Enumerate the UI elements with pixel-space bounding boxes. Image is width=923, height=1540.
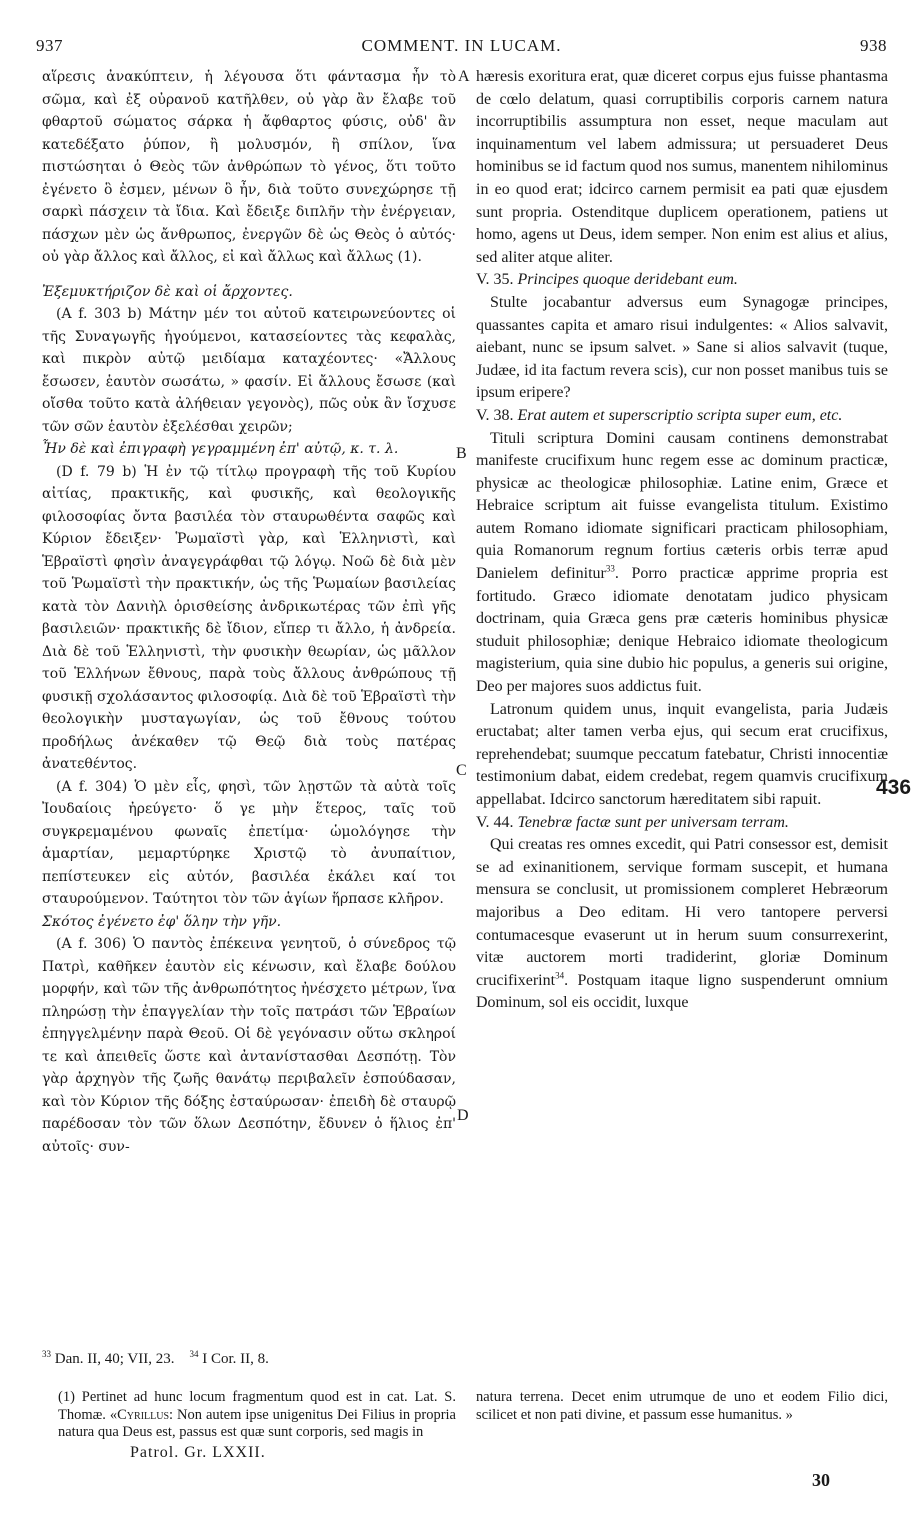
paragraph-text: . Postquam itaque ligno suspenderunt omnium Dominum, sol eis occidit, luxque xyxy=(476,971,888,1012)
footnote-ref: 34 xyxy=(555,970,565,981)
latin-paragraph-5 xyxy=(476,834,888,1015)
verse-label: V. 35. xyxy=(476,271,514,289)
paragraph-text: . Porro practicæ apprime propria est fortitudo. Græco idiomate denotatam judico physicam doctrinam, quia Græca gens præ cæteris hominibus physicæ studuit philosophiæ; denique Hebraico idiomate theologicum magisterium, quia sine dubio hic populus, a generis sui origine, Deo per majores suos addictus fuit. xyxy=(476,565,888,696)
editor-note-right: natura terrena. Decet enim utrumque de uno et eodem Filio dici, scilicet et non pati divine, et passum esse humanitus. » xyxy=(476,1389,888,1423)
greek-lemma-princes: Ἐξεμυκτήριζον δὲ καὶ οἱ ἄρχοντες. xyxy=(42,283,293,300)
sheet-number: 30 xyxy=(812,1470,830,1490)
latin-paragraph-2: Stulte jocabantur adversus eum Synagogæ principes, quassantes capita et amaro risui indulgentes: « Alios salvavit, aiebant, nunc se ipsum salvet. » Sane si alios salvavit (tuque, Judæe, id ita factum revera scis), cur non posset manibus tuis se ipsum eripere? xyxy=(476,293,888,402)
note-text: (1) Pertinet ad hunc locum fragmentum quod est in cat. Lat. S. Thomæ. « xyxy=(58,1389,456,1423)
editor-note-left xyxy=(58,1389,456,1442)
paragraph-text: Qui creatas res omnes excedit, qui Patri consessor est, demisit se ad exinanitionem, servique formam suscepit, et humana mensura se conclusit, ut promissionem compleret Hebræorum majoribus a Deo editam. Hi vero tantopere perversi contumacesque evaserunt ut in herum suum consurrexerint, vitæ auctorem morti tradiderint, gloriæ Dominum crucifixerint xyxy=(476,836,888,989)
note-author: Cyrillus xyxy=(117,1406,170,1423)
latin-paragraph-1: hæresis exoritura erat, quæ diceret corpus ejus fuisse phantasma de cœlo delatum, quasi corruptibilis corporis carnem natura incorruptibilis assumptura non esset, neque maculam aut inquinamentum vel labem admissura; ut persuaderet Deus hominibus se id factum quod nos sumus, manentem nihilominus in eo quod erat; idcirco carnem permisit ea pati quæ ejusdem sunt propria. Ostenditque duplicem operationem, patiens ut homo, agens ut Deus, idem semper. Non enim est alius et alius, sed aliter atque aliter. xyxy=(476,68,888,266)
greek-paragraph-5: (A f. 306) Ὁ παντὸς ἐπέκεινα γενητοῦ, ὁ σύνεδρος τῷ Πατρὶ, καθῆκεν ἑαυτὸν εἰς κένωσιν, καὶ ἔλαβε δούλου μορφήν, καὶ τῶν τῆς ἀνθρωπότητος ἠνέσχετο μέτρων, ἵνα πληρώσῃ τὴν ἐπαγγελίαν τὴν τοῖς πατράσι τῶν Ἑβραίων ἐπηγγελμένην παρὰ Θεοῦ. Οἱ δὲ γεγόνασιν οὕτω σκληροί τε καὶ ἀπειθεῖς ὥστε καὶ ἀντανίστασθαι Δεσπότῃ. Τὸν γὰρ ἀρχηγὸν τῆς ζωῆς θανάτῳ περιβαλεῖν ἐσπούδασαν, καὶ τὸν Κύριον τῆς δόξης ἐσταύρωσαν· ἐπειδὴ δὲ σταυρῷ παρέδοσαν τὸν τῶν ὅλων Δεσπότην, ἔδυνεν ὁ ἥλιος ἐπ' αὐτοῖς· συν- xyxy=(42,936,456,1155)
section-marker-a: A xyxy=(458,68,470,85)
section-marker-c: C xyxy=(456,762,467,779)
footnote-ref: 33 xyxy=(605,563,615,574)
latin-verse-44 xyxy=(476,812,888,835)
latin-verse-38 xyxy=(476,405,888,428)
footnote-number: 34 xyxy=(189,1349,199,1359)
page-number-left: 937 xyxy=(36,36,63,55)
paragraph-text: Tituli scriptura Domini causam continens demonstrabat manifeste crucifixum hunc regem esse ac dominum practicæ, physicæ ac theologicæ philosophiæ. Latine enim, Græce et Hebraice scriptum ait fuisse evangelista titulum. Existimo autem Romano idiomate significari practicam philosophiam, quia Romanorum regnum fortius cæteris orbis terræ apud Danielem definitur xyxy=(476,429,888,583)
series-signature: Patrol. Gr. LXXII. xyxy=(130,1444,266,1461)
greek-paragraph-2: (A f. 303 b) Μάτην μέν τοι αὐτοῦ κατειρωνεύοντες οἱ τῆς Συναγωγῆς ἡγούμενοι, κατασείοντες τὰς κεφαλὰς, καὶ πικρὸν αὐτῷ μειδίαμα καταχέοντες· «Ἄλλους ἔσωσεν, ἑαυτὸν σωσάτω, » φασίν. Εἰ ἄλλους ἔσωσε (καὶ οἴσθα τοῦτο κατὰ ἀλήθειαν γεγονὸς), πῶς οὐκ ἂν ἴσχυσε τῶν σῶν ἑαυτὸν ἐξελέσθαι χειρῶν; xyxy=(42,306,456,435)
greek-column xyxy=(42,66,456,1158)
latin-paragraph-4: Latronum quidem unus, inquit evangelista, paria Judæis eructabat; alter tamen verba ejus, qui secum erat crucifixus, reprehendebat; suumque peccatum fatebatur, Christi innocentiæ testimonium dabat, eidem credebat, regem quamvis crucifixum appellabat. Idcirco sanctorum hæreditatem sibi rapuit. xyxy=(476,700,888,808)
greek-paragraph-4: (A f. 304) Ὁ μὲν εἷς, φησὶ, τῶν λῃστῶν τὰ αὐτὰ τοῖς Ἰουδαίοις ἠρεύγετο· ὅ γε μὴν ἕτερος, ταῖς τοῦ συγκρεμαμένου φωναῖς ἐπετίμα· ὡμολόγησε τὴν ἁμαρτίαν, μεμαρτύρηκε Χριστῷ τὸ ἀνυπαίτιον, πεπίστευκεν εἰς αὐτόν, βασιλέα ἐκάλει καί τοι σταυρούμενον. Ταύτητοι τὸν τῶν ἁγίων ἥρπασε κλῆρον. xyxy=(42,778,456,907)
scripture-references xyxy=(42,1351,456,1368)
latin-paragraph-3 xyxy=(476,428,888,699)
section-marker-d: D xyxy=(457,1107,469,1124)
reference-text: I Cor. II, 8. xyxy=(202,1351,269,1367)
verse-text: Principes quoque deridebant eum. xyxy=(517,271,738,289)
page-number-right: 938 xyxy=(860,36,887,55)
verse-label: V. 38. xyxy=(476,406,514,424)
greek-lemma-darkness: Σκότος ἐγένετο ἐφ' ὅλην τὴν γῆν. xyxy=(42,913,282,930)
greek-paragraph-1: αἵρεσις ἀνακύπτειν, ἡ λέγουσα ὅτι φάντασμα ἦν τὸ σῶμα, καὶ ἐξ οὐρανοῦ κατῆλθεν, οὐ γὰρ ἂν ἔλαβε τοῦ φθαρτοῦ σώματος σάρκα ἡ ἄφθαρτος φύσις, οὐδ' ἂν κατεδέξατο ῥύπον, ἢ μολυσμόν, ἢ σπίλον, ἵνα πιστώσηται ὁ Θεὸς τῶν ἀνθρώπων τὸ γένος, ὅτι τοῦτο ἐγένετο ὃ ἐσμεν, μένων ὃ ἦν, διὰ τοῦτο συνεχώρησε τῇ σαρκὶ πάσχειν τὰ ἴδια. Καὶ ἔδειξε διπλῆν τὴν ἐνέργειαν, πάσχων μὲν ὡς ἄνθρωπος, ἐνεργῶν δὲ ὡς Θεὸς ὁ αὐτός· οὐ γὰρ ἄλλος καὶ ἄλλος, εἰ καὶ ἄλλως καὶ ἄλλως (1). xyxy=(42,69,456,265)
section-marker-b: B xyxy=(456,445,467,462)
running-head xyxy=(36,36,887,58)
greek-paragraph-3: (D f. 79 b) Ἡ ἐν τῷ τίτλῳ προγραφὴ τῆς τοῦ Κυρίου αἰτίας, πρακτικῆς, καὶ φυσικῆς, καὶ θεολογικῆς φιλοσοφίας ὄντα βασιλέα τὸν σταυρωθέντα σαφῶς καὶ Κύριον ἔδειξεν· Ῥωμαϊστὶ γὰρ, καὶ Ἑλληνιστὶ, καὶ Ἑβραϊστὶ φησὶν ἀναγεγράφθαι τῷ λόγῳ. Νοῶ δὲ διὰ μὲν τοῦ Ῥωμαϊστὶ τὴν πρακτικήν, ὡς τῆς Ῥωμαίων βασιλείας κατὰ τὸν Δανιὴλ ὁρισθείσης ἀνδρικωτέρας τῶν ἐπὶ γῆς βασιλειῶν· πρακτικῆς δὲ ἴδιον, εἴπερ τι ἄλλο, ἡ ἀνδρεία. Διὰ δὲ τοῦ Ἑλληνιστὶ, τὴν φυσικὴν θεωρίαν, ὡς μᾶλλον τοῦ Ἑλλήνων ἔθνους, παρὰ τοὺς ἄλλους ἀνθρώπους τῇ φυσικῇ σχολάσαντος φιλοσοφίᾳ. Διὰ δὲ τοῦ Ἑβραϊστὶ τὴν θεολογικὴν μυσταγωγίαν, ὡς τοῦ ἔθνους τούτου προδήλως ἀνέκαθεν τῷ Θεῷ διὰ τοὺς πατέρας ἀνατεθέντος. xyxy=(42,463,456,772)
column-number: 436 xyxy=(876,776,912,799)
latin-verse-35 xyxy=(476,269,888,292)
note-text: : Non autem ipse unigenitus Dei Filius in propria natura qua Deus est, passus est quæ sunt corporis, sed magis in xyxy=(58,1406,456,1440)
latin-column xyxy=(476,66,888,1015)
running-title: COMMENT. IN LUCAM. xyxy=(361,36,562,55)
greek-lemma-superscription: Ἦν δὲ καὶ ἐπιγραφὴ γεγραμμένη ἐπ' αὐτῷ, κ. τ. λ. xyxy=(42,441,399,457)
verse-text: Tenebræ factæ sunt per universam terram. xyxy=(517,813,789,831)
verse-text: Erat autem et superscriptio scripta super eum, etc. xyxy=(517,406,843,424)
verse-label: V. 44. xyxy=(476,813,514,831)
reference-text: Dan. II, 40; VII, 23. xyxy=(54,1351,175,1367)
footnote-number: 33 xyxy=(42,1349,51,1359)
